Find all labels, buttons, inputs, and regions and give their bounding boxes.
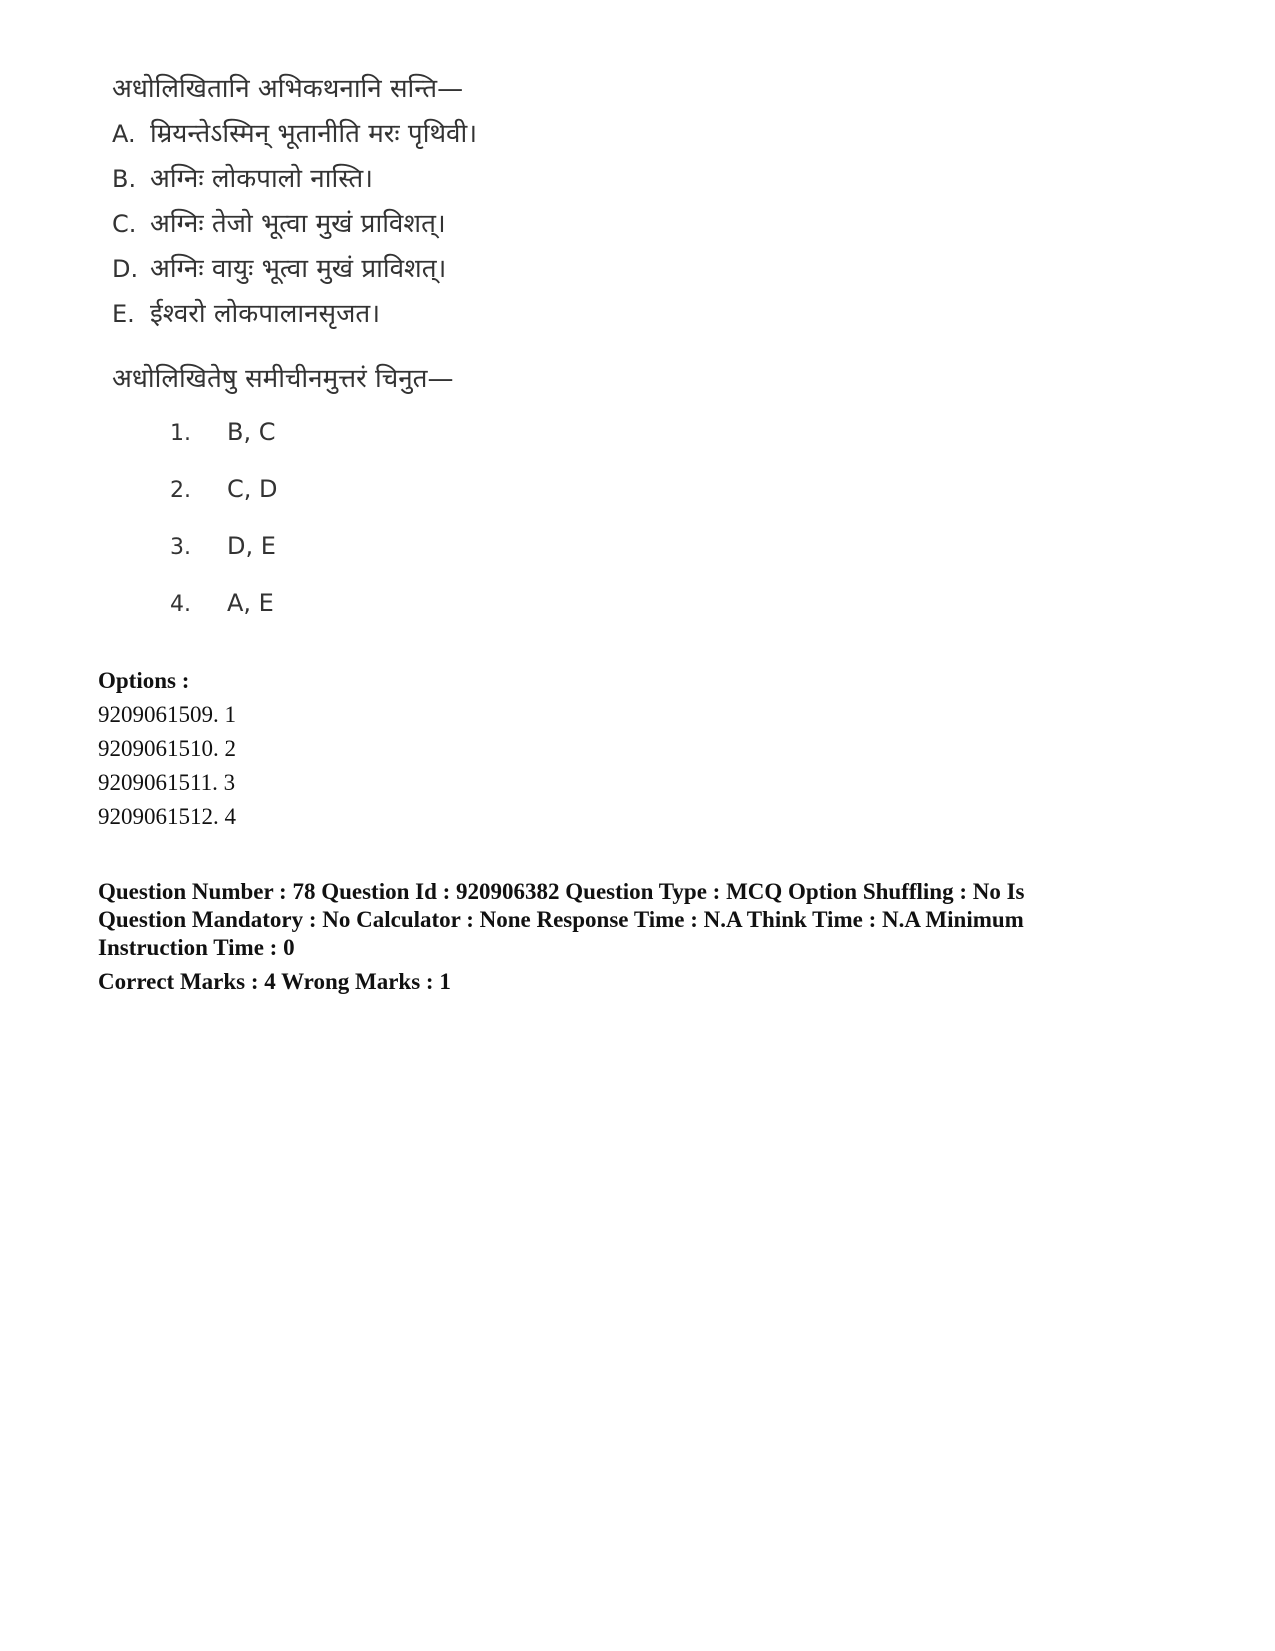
statement-text: ईश्वरो लोकपालानसृजत। [150, 299, 381, 329]
choice-text: B, C [227, 418, 276, 446]
options-title: Options : [98, 668, 190, 693]
choice-text: C, D [227, 475, 278, 503]
question-image [100, 60, 620, 635]
statement-e [112, 297, 380, 331]
choice-number: 3. [170, 535, 191, 560]
option-item: 9209061509. 1 [98, 702, 236, 727]
statement-letter: E. [112, 300, 135, 328]
answer-prompt: अधोलिखितेषु समीचीनमुत्तरं चिनुत— [112, 364, 454, 394]
option-item: 9209061512. 4 [98, 804, 236, 829]
choice-2 [170, 473, 278, 507]
options-list [98, 664, 236, 834]
statement-c [112, 207, 446, 241]
meta-line: Question Number : 78 Question Id : 920906382 Question Type : MCQ Option Shuffling : No Is [98, 879, 1025, 904]
statement-letter: C. [112, 210, 137, 238]
choice-number: 4. [170, 592, 191, 617]
option-item: 9209061510. 2 [98, 736, 236, 761]
statement-b [112, 162, 373, 196]
choice-text: D, E [227, 532, 276, 560]
meta-line: Instruction Time : 0 [98, 935, 295, 960]
choice-number: 1. [170, 421, 191, 446]
statements-intro: अधोलिखितानि अभिकथनानि सन्ति— [112, 74, 464, 104]
meta-line: Question Mandatory : No Calculator : None Response Time : N.A Think Time : N.A Minimum [98, 907, 1024, 932]
choice-1 [170, 416, 275, 450]
option-item: 9209061511. 3 [98, 770, 236, 795]
choice-4 [170, 587, 274, 621]
statement-letter: B. [112, 165, 137, 193]
question-meta [98, 878, 1108, 996]
choice-text: A, E [227, 589, 274, 617]
statement-a [112, 117, 477, 151]
choice-3 [170, 530, 276, 564]
statement-text: अग्निः वायुः भूत्वा मुखं प्राविशत्। [150, 254, 447, 284]
statement-d [112, 252, 446, 286]
statement-text: अग्निः लोकपालो नास्ति। [150, 164, 373, 194]
statement-text: म्रियन्तेऽस्मिन् भूतानीति मरः पृथिवी। [150, 119, 478, 149]
statement-letter: A. [112, 120, 136, 148]
statement-letter: D. [112, 255, 139, 283]
statement-text: अग्निः तेजो भूत्वा मुखं प्राविशत्। [150, 209, 446, 239]
choice-number: 2. [170, 478, 191, 503]
marks-line: Correct Marks : 4 Wrong Marks : 1 [98, 969, 451, 994]
